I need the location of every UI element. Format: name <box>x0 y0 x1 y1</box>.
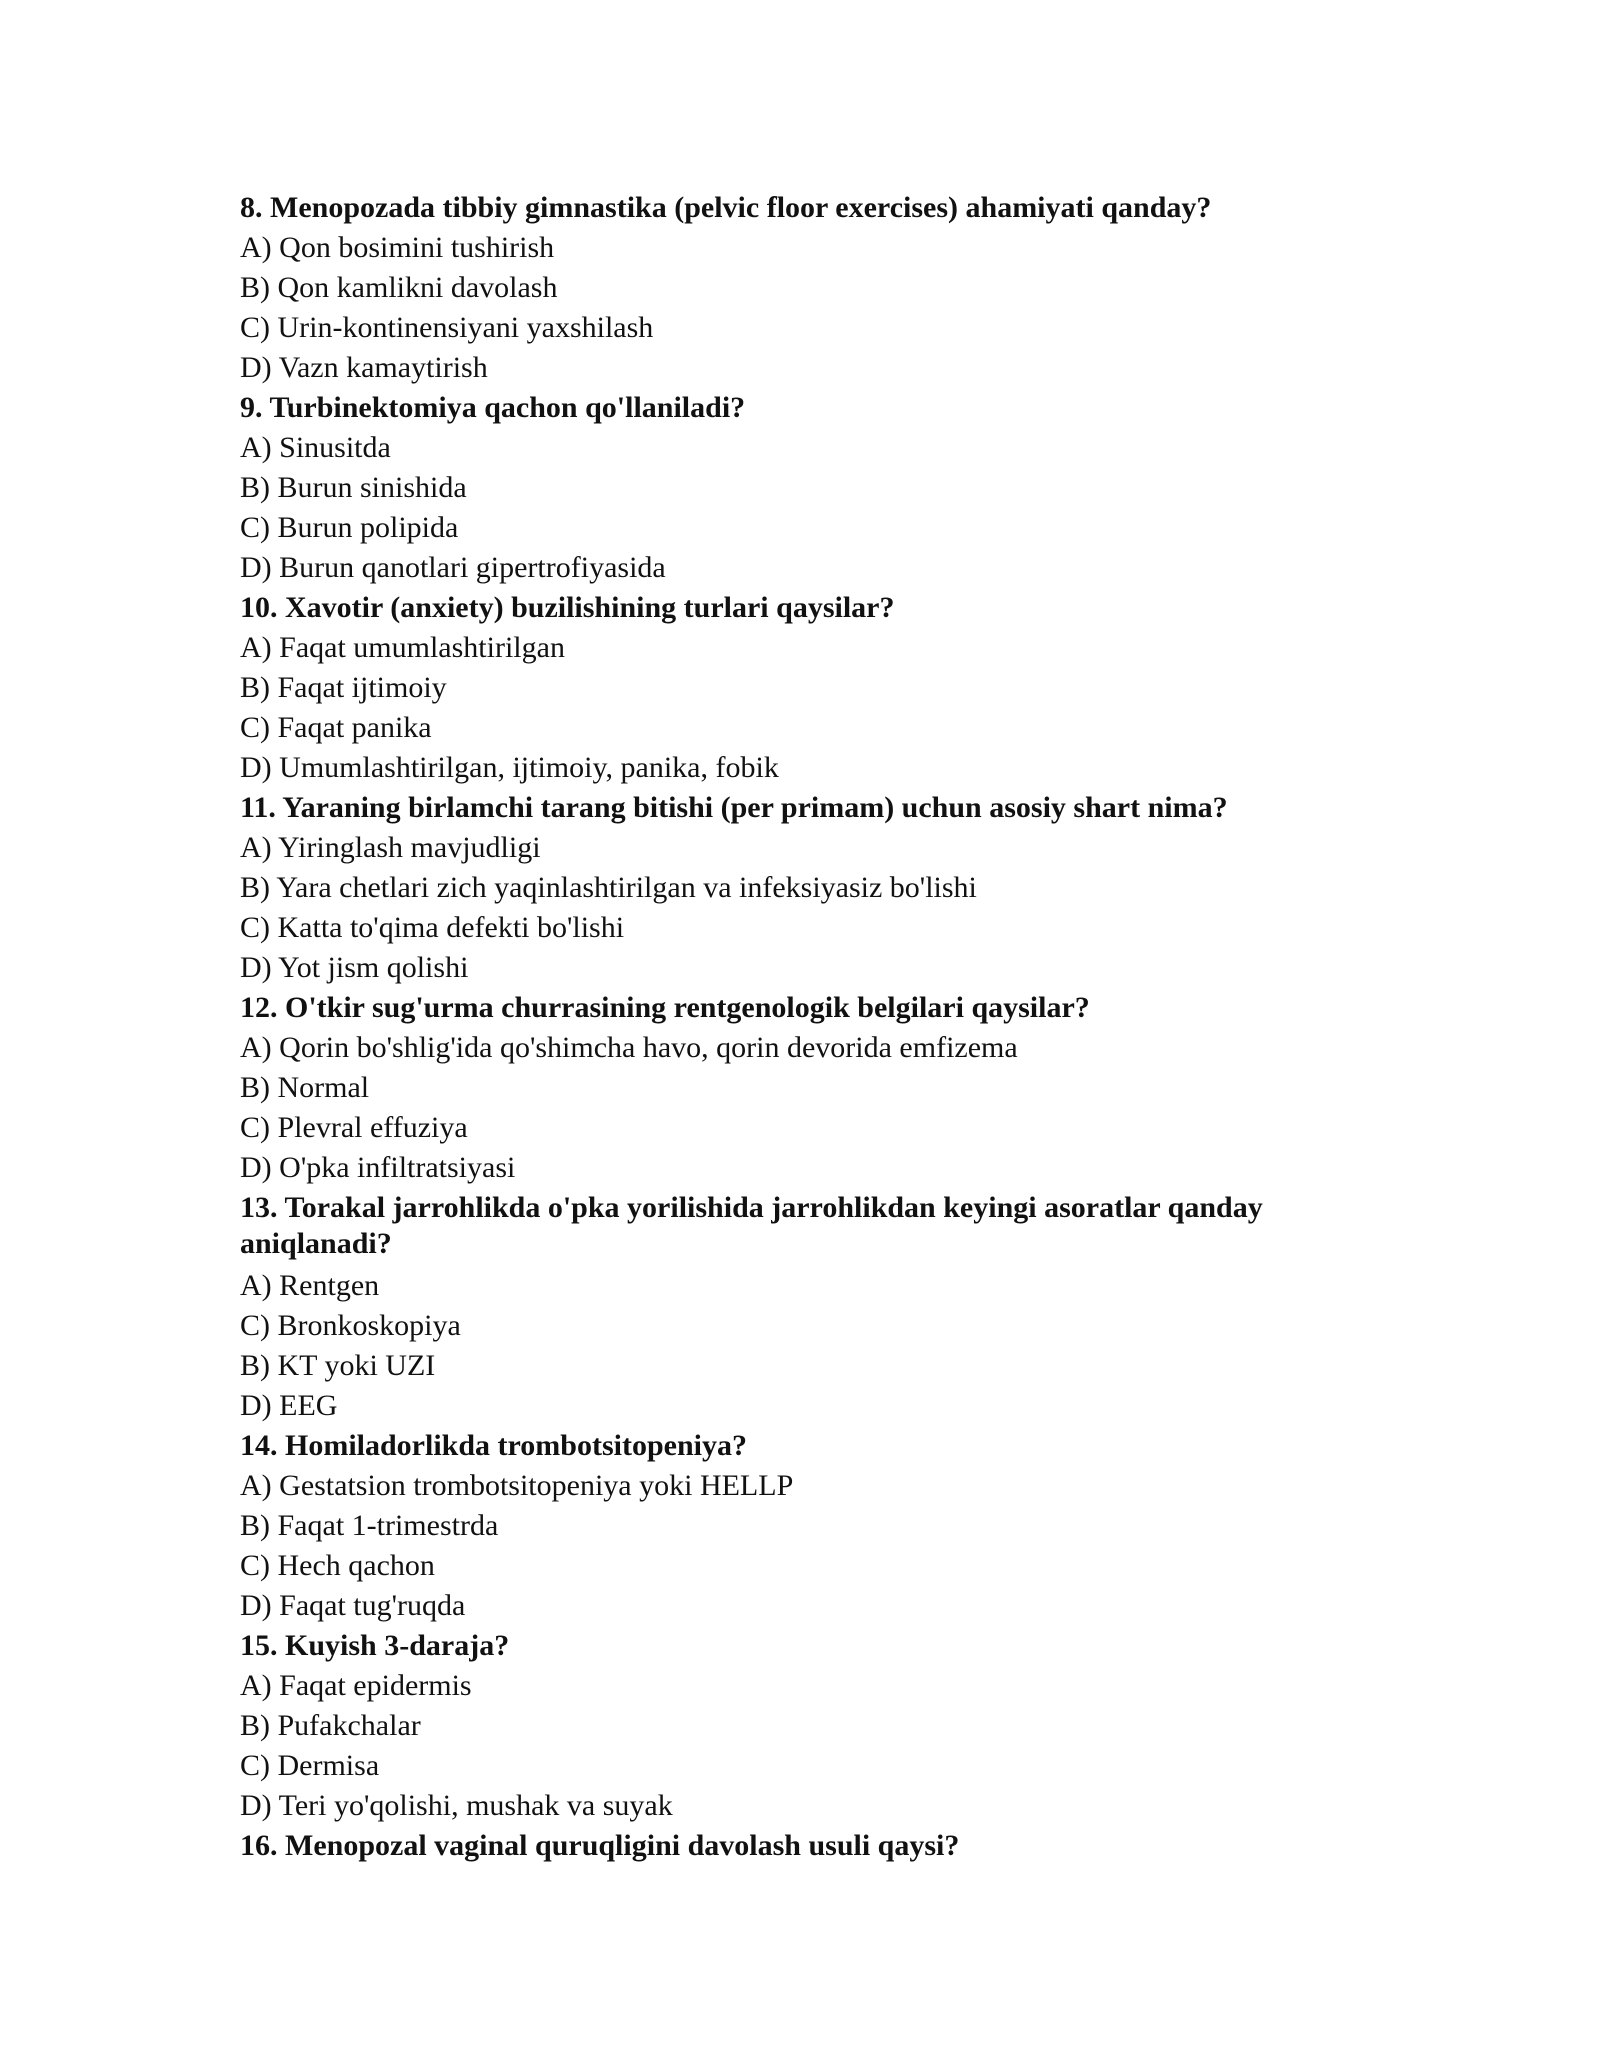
answer-option: C) Bronkoskopiya <box>240 1309 461 1342</box>
answer-option: D) Umumlashtirilgan, ijtimoiy, panika, fobik <box>240 751 779 784</box>
answer-option: D) Faqat tug'ruqda <box>240 1589 466 1622</box>
answer-option: B) Yara chetlari zich yaqinlashtirilgan va infeksiyasiz bo'lishi <box>240 871 977 904</box>
answer-option: B) Normal <box>240 1071 370 1104</box>
answer-option: C) Plevral effuziya <box>240 1111 468 1144</box>
answer-option: D) Burun qanotlari gipertrofiyasida <box>240 551 666 584</box>
document-page <box>240 188 1380 1866</box>
answer-option: D) O'pka infiltratsiyasi <box>240 1151 516 1184</box>
answer-option: D) EEG <box>240 1389 338 1422</box>
answer-option: A) Faqat umumlashtirilgan <box>240 631 565 664</box>
answer-option: B) Faqat ijtimoiy <box>240 671 447 704</box>
question-title: 11. Yaraning birlamchi tarang bitishi (per primam) uchun asosiy shart nima? <box>240 791 1228 824</box>
answer-option: B) Qon kamlikni davolash <box>240 271 558 304</box>
answer-option: B) Burun sinishida <box>240 471 467 504</box>
question-title: 16. Menopozal vaginal quruqligini davolash usuli qaysi? <box>240 1829 960 1862</box>
answer-option: B) KT yoki UZI <box>240 1349 436 1382</box>
question-title: 10. Xavotir (anxiety) buzilishining turlari qaysilar? <box>240 591 895 624</box>
answer-option: C) Faqat panika <box>240 711 432 744</box>
answer-option: A) Qorin bo'shlig'ida qo'shimcha havo, qorin devorida emfizema <box>240 1031 1018 1064</box>
answer-option: C) Dermisa <box>240 1749 380 1782</box>
answer-option: C) Hech qachon <box>240 1549 435 1582</box>
question-title: 15. Kuyish 3-daraja? <box>240 1629 510 1662</box>
question-title: 12. O'tkir sug'urma churrasining rentgenologik belgilari qaysilar? <box>240 991 1090 1024</box>
answer-option: A) Rentgen <box>240 1269 380 1302</box>
answer-option: D) Vazn kamaytirish <box>240 351 488 384</box>
answer-option: C) Katta to'qima defekti bo'lishi <box>240 911 625 944</box>
answer-option: A) Gestatsion trombotsitopeniya yoki HELLP <box>240 1469 794 1502</box>
answer-option: A) Yiringlash mavjudligi <box>240 831 541 864</box>
answer-option: B) Faqat 1-trimestrda <box>240 1509 499 1542</box>
question-title: 8. Menopozada tibbiy gimnastika (pelvic floor exercises) ahamiyati qanday? <box>240 191 1212 224</box>
question-title: 13. Torakal jarrohlikda o'pka yorilishida jarrohlikdan keyingi asoratlar qanday aniqlanadi? <box>240 1191 1263 1260</box>
question-title: 9. Turbinektomiya qachon qo'llaniladi? <box>240 391 746 424</box>
answer-option: C) Burun polipida <box>240 511 459 544</box>
answer-option: A) Qon bosimini tushirish <box>240 231 555 264</box>
answer-option: B) Pufakchalar <box>240 1709 421 1742</box>
answer-option: A) Sinusitda <box>240 431 391 464</box>
question-title: 14. Homiladorlikda trombotsitopeniya? <box>240 1429 747 1462</box>
answer-option: D) Teri yo'qolishi, mushak va suyak <box>240 1789 673 1822</box>
answer-option: D) Yot jism qolishi <box>240 951 469 984</box>
answer-option: C) Urin-kontinensiyani yaxshilash <box>240 311 654 344</box>
answer-option: A) Faqat epidermis <box>240 1669 472 1702</box>
